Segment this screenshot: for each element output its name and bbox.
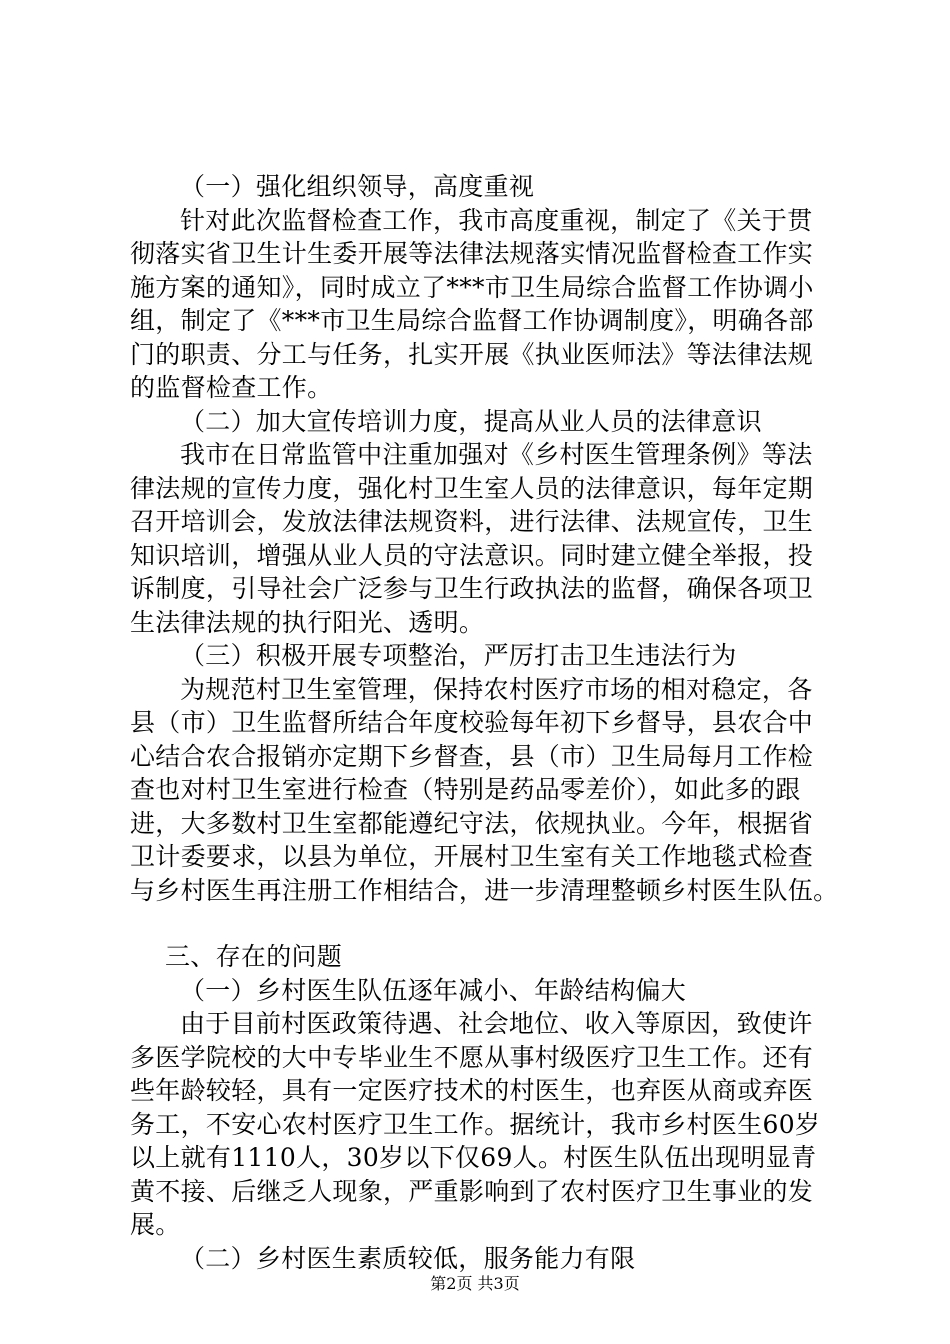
subsection-heading — [130, 170, 850, 204]
text-line: （三）积极开展专项整治，严厉打击卫生违法行为 — [180, 641, 737, 670]
text-line: 卫计委要求，以县为单位，开展村卫生室有关工作地毯式检查 — [130, 842, 814, 871]
text-line: 由于目前村医政策待遇、社会地位、收入等原因，致使许 — [180, 1009, 813, 1038]
text-line: 为规范村卫生室管理，保持农村医疗市场的相对稳定，各 — [180, 674, 813, 704]
text-line: 黄不接、后继乏人现象，严重影响到了农村医疗卫生事业的发 — [130, 1176, 814, 1206]
subsection-heading — [130, 639, 850, 673]
page-footer: 第2页 共3页 — [430, 1274, 520, 1293]
text-line: （一）乡村医生队伍逐年减小、年龄结构偏大 — [180, 975, 687, 1005]
text-line: 律法规的宣传力度，强化村卫生室人员的法律意识，每年定期 — [130, 473, 814, 503]
paragraph — [130, 204, 850, 405]
text-line: 些年龄较轻，具有一定医疗技术的村医生，也弃医从商或弃医 — [130, 1076, 814, 1105]
text-line: 多医学院校的大中专毕业生不愿从事村级医疗卫生工作。还有 — [130, 1042, 814, 1072]
text-line: 的监督检查工作。 — [130, 373, 333, 402]
paragraph — [130, 1007, 850, 1242]
text-line: 彻落实省卫生计生委开展等法律法规落实情况监督检查工作实 — [130, 239, 814, 268]
text-line: 县（市）卫生监督所结合年度校验每年初下乡督导，县农合中 — [130, 708, 814, 737]
text-line: 心结合农合报销亦定期下乡督查，县（市）卫生局每月工作检 — [130, 741, 814, 771]
subsection-heading — [130, 974, 850, 1008]
text-line: 展。 — [130, 1210, 181, 1239]
text-line: （二）乡村医生素质较低，服务能力有限 — [180, 1243, 636, 1273]
section-heading — [130, 940, 850, 974]
text-line: 针对此次监督检查工作，我市高度重视，制定了《关于贯 — [180, 205, 813, 235]
text-line: 查也对村卫生室进行检查（特别是药品零差价），如此多的跟 — [130, 775, 801, 804]
text-line: 三、存在的问题 — [165, 942, 343, 971]
text-line: 进，大多数村卫生室都能遵纪守法，依规执业。今年，根据省 — [130, 808, 814, 838]
text-line: （一）强化组织领导，高度重视 — [180, 172, 535, 201]
text-line: 门的职责、分工与任务，扎实开展《执业医师法》等法律法规 — [130, 339, 814, 369]
text-line: 以上就有1110人，30岁以下仅69人。村医生队伍出现明显青 — [130, 1143, 817, 1172]
text-line: 施方案的通知》，同时成立了***市卫生局综合监督工作协调小 — [130, 272, 814, 302]
text-line: 诉制度，引导社会广泛参与卫生行政执法的监督，确保各项卫 — [130, 574, 814, 603]
text-line: 生法律法规的执行阳光、透明。 — [130, 607, 485, 637]
text-line: 我市在日常监管中注重加强对《乡村医生管理条例》等法 — [180, 440, 813, 469]
text-line: 召开培训会，发放法律法规资料，进行法律、法规宣传，卫生 — [130, 507, 814, 536]
text-line: （二）加大宣传培训力度，提高从业人员的法律意识 — [180, 406, 762, 436]
paragraph — [130, 438, 850, 639]
subsection-heading — [130, 1242, 850, 1276]
text-line: 知识培训，增强从业人员的守法意识。同时建立健全举报，投 — [130, 540, 814, 570]
text-line: 组，制定了《***市卫生局综合监督工作协调制度》，明确各部 — [130, 306, 814, 335]
text-line: 务工，不安心农村医疗卫生工作。据统计，我市乡村医生60岁 — [130, 1109, 821, 1139]
text-line: 与乡村医生再注册工作相结合，进一步清理整顿乡村医生队伍。 — [130, 875, 839, 905]
subsection-heading — [130, 405, 850, 439]
document-body — [130, 170, 850, 1275]
paragraph — [130, 673, 850, 908]
